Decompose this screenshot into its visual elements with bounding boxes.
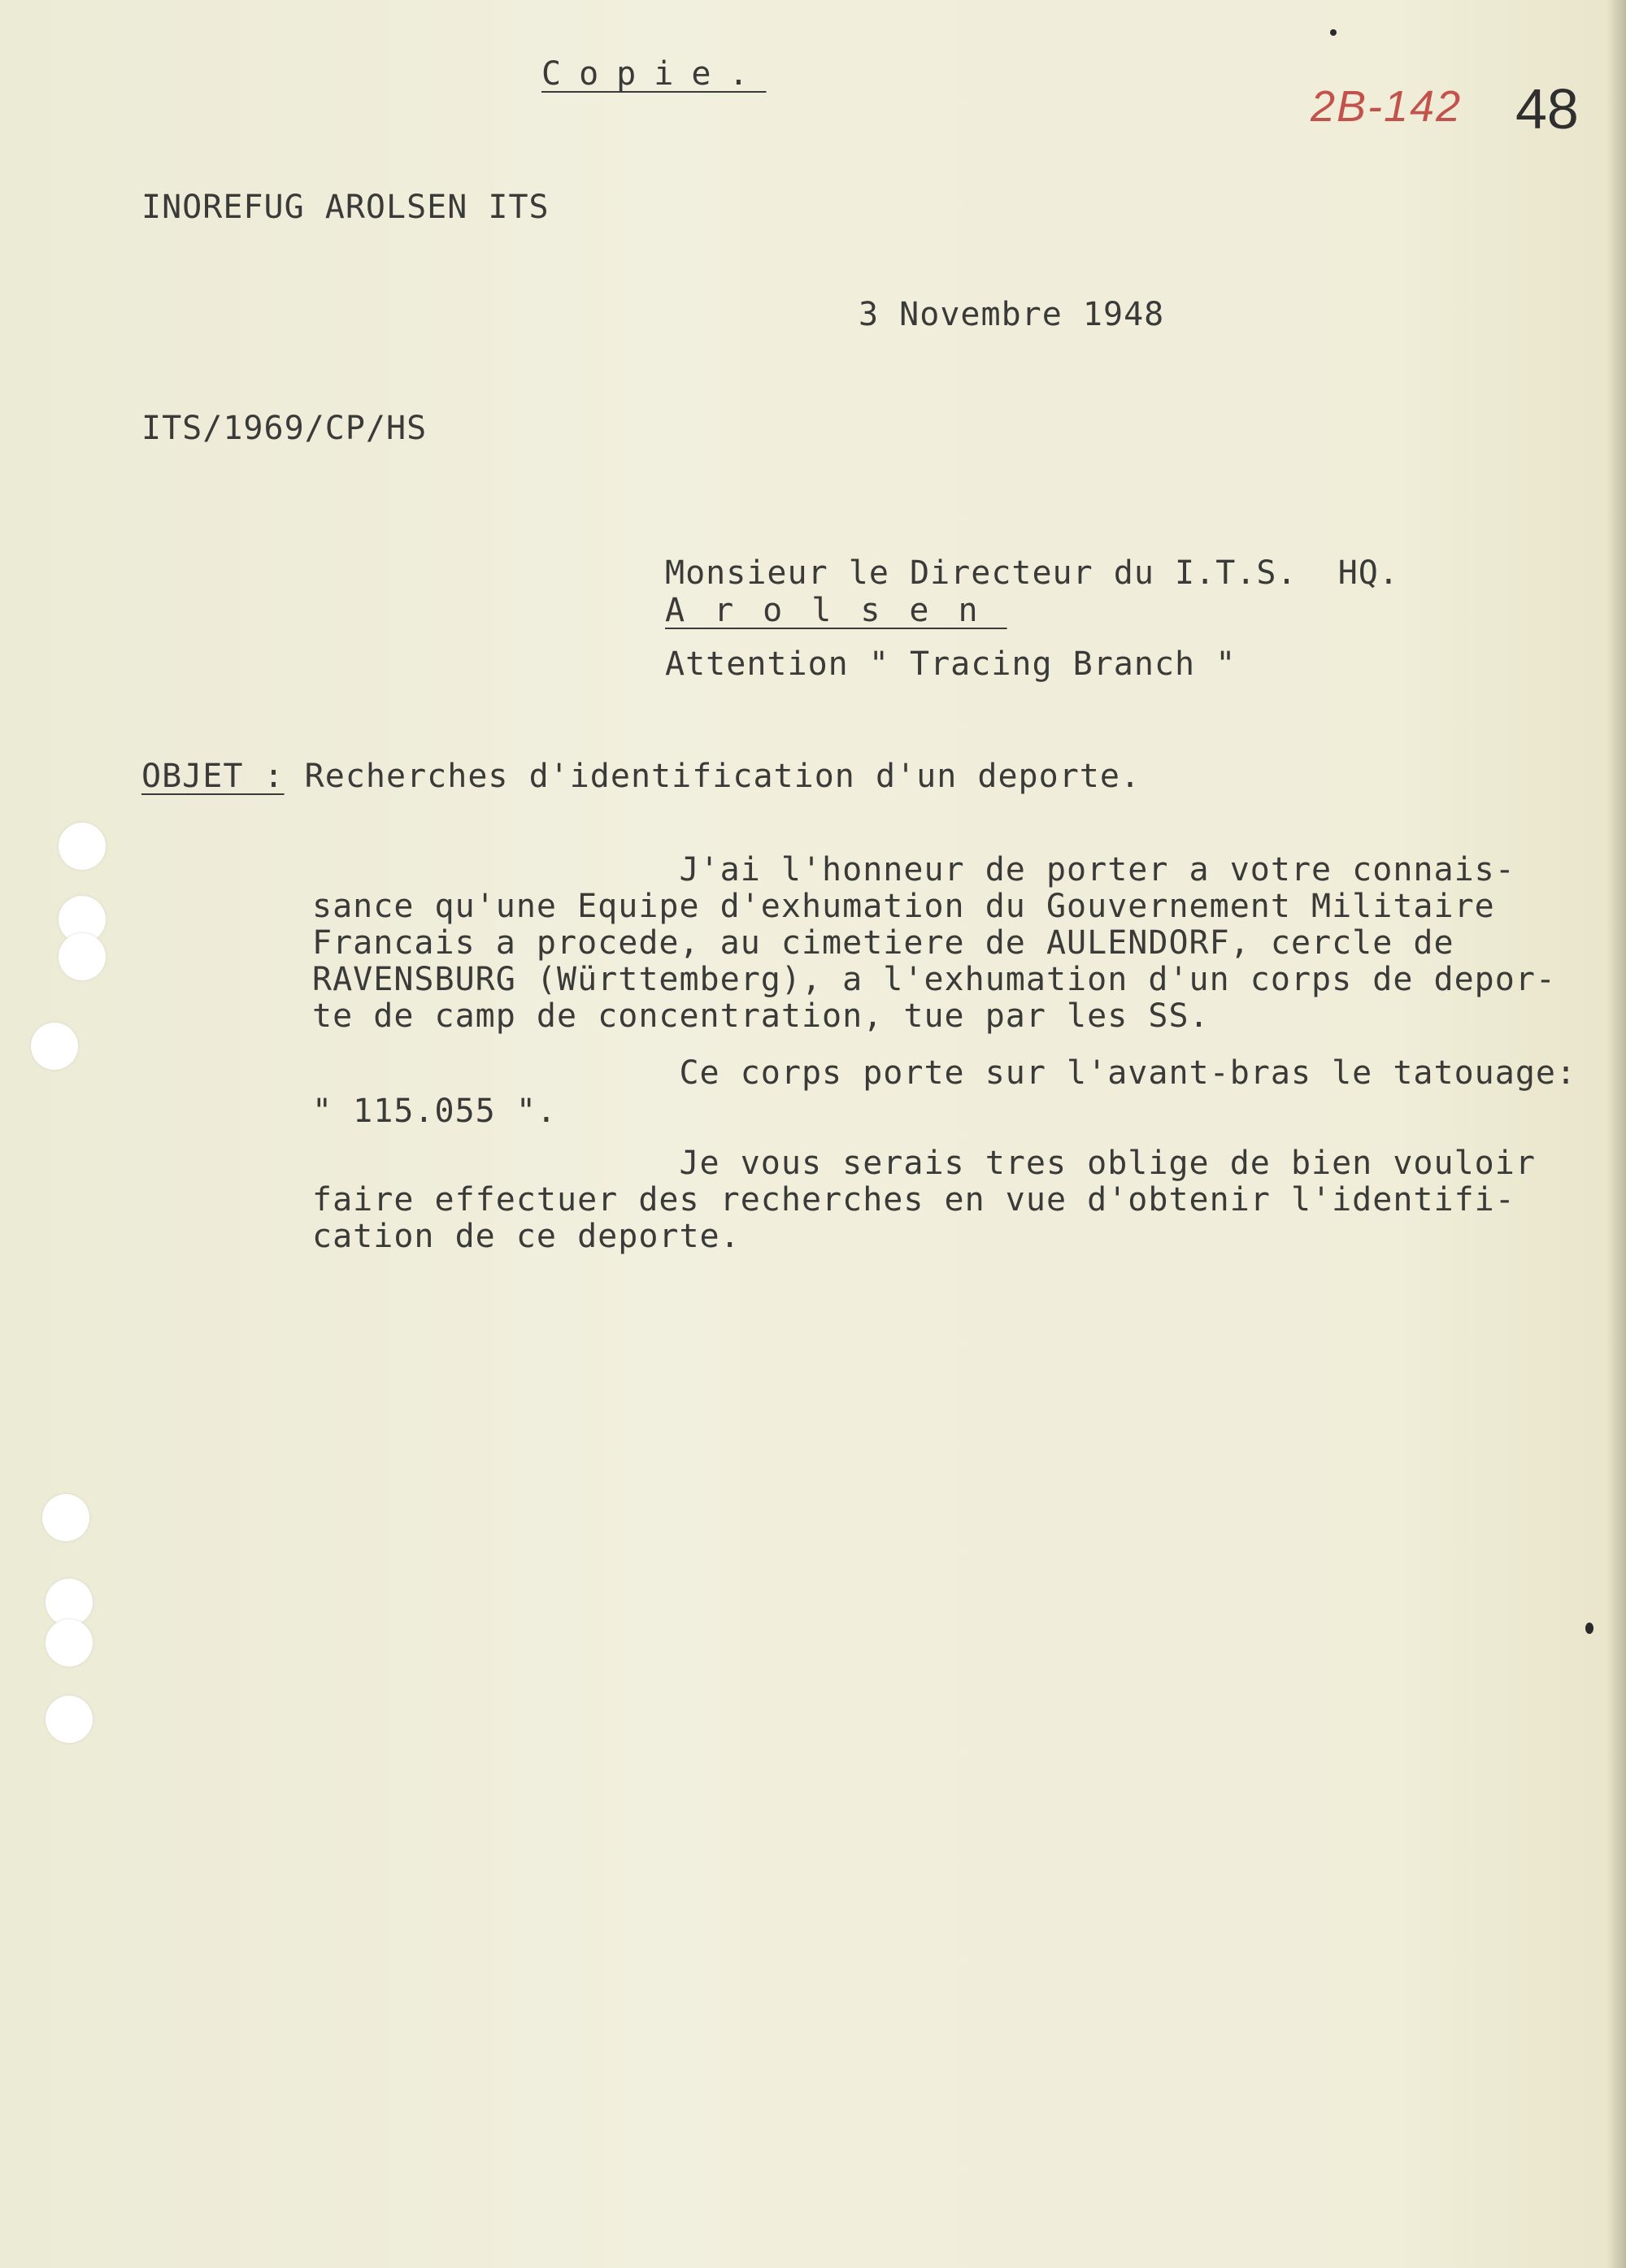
- body-line: J'ai l'honneur de porter a votre connais-: [312, 851, 1515, 889]
- body-line: Je vous serais tres oblige de bien vouloir: [312, 1145, 1536, 1182]
- punch-hole: [42, 1494, 89, 1541]
- punch-hole: [46, 1696, 93, 1743]
- archive-code-stamp: 2B-142: [1311, 82, 1463, 131]
- objet-label: OBJET :: [141, 758, 285, 795]
- page-number: 48: [1515, 77, 1579, 141]
- body-line: te de camp de concentration, tue par les SS.: [312, 997, 1210, 1035]
- body-line: Ce corps porte sur l'avant-bras le tatouage:: [312, 1054, 1577, 1092]
- body-line: faire effectuer des recherches en vue d'obtenir l'identifi-: [312, 1181, 1515, 1219]
- tattoo-number: " 115.055 ".: [312, 1093, 557, 1130]
- ink-dot: [1585, 1623, 1593, 1634]
- recipient-title: Monsieur le Directeur du I.T.S. HQ.: [665, 554, 1399, 592]
- letter-date: 3 Novembre 1948: [859, 296, 1165, 333]
- punch-hole: [59, 823, 106, 870]
- recipient-city: Arolsen: [665, 592, 1007, 629]
- body-line: cation de ce deporte.: [312, 1218, 741, 1255]
- objet-text: Recherches d'identification d'un deporte.: [284, 758, 1141, 795]
- reference-number: ITS/1969/CP/HS: [141, 410, 428, 447]
- punch-hole: [59, 933, 106, 980]
- body-line: RAVENSBURG (Württemberg), a l'exhumation d'un corps de depor-: [312, 961, 1557, 998]
- punch-hole: [31, 1023, 78, 1070]
- attention-line: Attention " Tracing Branch ": [665, 645, 1237, 683]
- paper-edge-shadow: [1606, 0, 1626, 2268]
- body-line: sance qu'une Equipe d'exhumation du Gouvernement Militaire: [312, 888, 1495, 925]
- ink-dot: [1330, 29, 1337, 36]
- body-line: Francais a procede, au cimetiere de AULENDORF, cercle de: [312, 924, 1454, 962]
- objet-line: [141, 758, 1141, 795]
- punch-hole: [46, 1619, 93, 1666]
- sender-line: INOREFUG AROLSEN ITS: [141, 189, 550, 226]
- copie-heading: Copie.: [541, 55, 767, 93]
